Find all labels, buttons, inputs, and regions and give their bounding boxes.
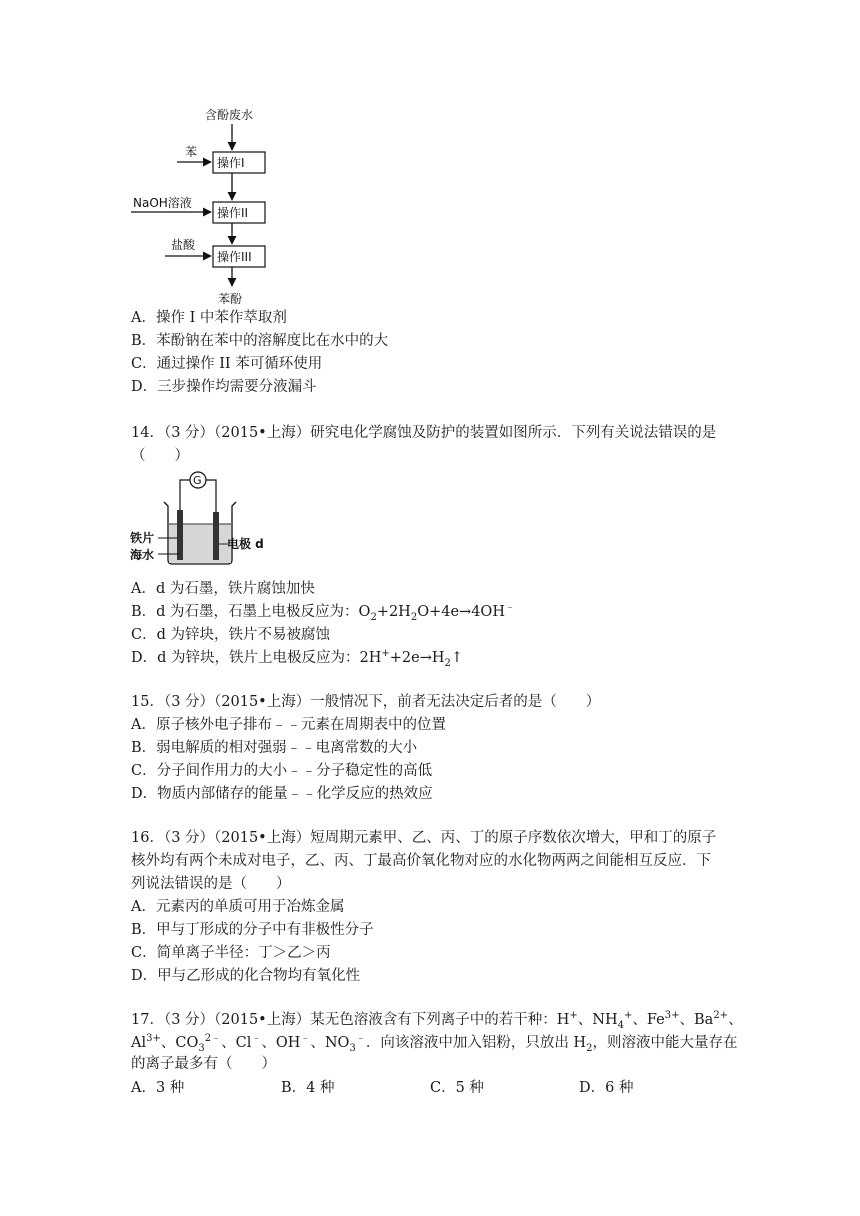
q16-stem-line-2: 核外均有两个未成对电子，乙、丙、丁最高价氧化物对应的水化物两两之间能相互反应．下	[131, 853, 711, 869]
q14-option-a: A．d 为石墨，铁片腐蚀加快	[131, 581, 315, 597]
q17-option-d: D．6 种	[579, 1080, 634, 1096]
flow-label-phenol: 苯酚	[218, 292, 243, 306]
label-seawater: 海水	[130, 548, 155, 562]
iron-sheet	[177, 510, 183, 560]
phenol-process-flow-diagram	[125, 100, 305, 308]
flow-label-naoh: NaOH溶液	[133, 196, 192, 210]
q17-option-b: B．4 种	[281, 1080, 335, 1096]
q16-stem-line-3: 列说法错误的是（ ）	[131, 876, 291, 892]
electrode-d	[213, 512, 219, 560]
q17-option-a: A．3 种	[131, 1080, 185, 1096]
q16-option-a: A．元素丙的单质可用于冶炼金属	[131, 899, 345, 915]
q17-stem-line-1: 17．（3 分）（2015•上海）某无色溶液含有下列离子中的若干种：H+、$NH_4^+$、$Fe^{3+}$、$Ba^{2+}$、	[131, 1010, 743, 1031]
q14-option-d: D．d 为锌块，铁片上电极反应为：$2H^++2e\to H_2↑$	[131, 648, 464, 669]
label-iron-sheet: 铁片	[130, 531, 155, 545]
wire-left	[180, 480, 190, 510]
q14-stem-line-1: 14．（3 分）（2015•上海）研究电化学腐蚀及防护的装置如图所示．下列有关说法错误的是	[131, 425, 717, 441]
galvanometer-label: G	[193, 474, 202, 487]
q13-option-d: D．三步操作均需要分液漏斗	[131, 379, 317, 395]
q16-option-d: D．甲与乙形成的化合物均有氧化性	[131, 968, 361, 984]
q16-stem-line-1: 16．（3 分）（2015•上海）短周期元素甲、乙、丙、丁的原子序数依次增大，甲和丁的原子	[131, 830, 717, 846]
q16-option-b: B．甲与丁形成的分子中有非极性分子	[131, 922, 374, 938]
q17-stem-line-2: $Al^{3+}$、$CO_3^{2﹣}$、Cl﹣、OH﹣、$NO_3^﹣$．向该溶液中加入铝粉，只放出 $H_2$，则溶液中能大量存在	[131, 1033, 738, 1054]
label-electrode-d: 电极 d	[227, 537, 264, 551]
q14-option-b: B．d 为石墨，石墨上电极反应为：$O_2+2H_2O+4e\to 4OH^﹣$	[131, 602, 515, 623]
q14-option-c: C．d 为锌块，铁片不易被腐蚀	[131, 627, 330, 643]
q15-option-d: D．物质内部储存的能量﹣﹣化学反应的热效应	[131, 786, 433, 802]
operation-label-2: 操作II	[217, 206, 249, 220]
q16-option-c: C．简单离子半径：丁＞乙＞丙	[131, 945, 331, 961]
q17-stem-line-3: 的离子最多有（ ）	[131, 1056, 276, 1072]
wire-right	[206, 480, 216, 512]
flow-label-hcl: 盐酸	[171, 238, 196, 252]
q14-stem-line-2: （ ）	[131, 448, 189, 464]
q15-stem: 15．（3 分）（2015•上海）一般情况下，前者无法决定后者的是（ ）	[131, 694, 601, 710]
q17-option-c: C．5 种	[430, 1080, 484, 1096]
operation-label-3: 操作III	[217, 250, 252, 264]
q13-option-c: C．通过操作 II 苯可循环使用	[131, 356, 323, 372]
flow-label-benzene: 苯	[185, 145, 198, 159]
q13-option-a: A．操作 I 中苯作萃取剂	[131, 310, 287, 326]
q15-option-b: B．弱电解质的相对强弱﹣﹣电离常数的大小	[131, 740, 418, 756]
electrochemical-corrosion-apparatus	[130, 468, 280, 572]
flow-label-wastewater: 含酚废水	[205, 108, 254, 122]
q13-option-b: B．苯酚钠在苯中的溶解度比在水中的大	[131, 333, 389, 349]
operation-label-1: 操作I	[217, 156, 245, 170]
q15-option-c: C．分子间作用力的大小﹣﹣分子稳定性的高低	[131, 763, 433, 779]
q15-option-a: A．原子核外电子排布﹣﹣元素在周期表中的位置	[131, 717, 446, 733]
q17-options-row	[131, 1076, 751, 1096]
